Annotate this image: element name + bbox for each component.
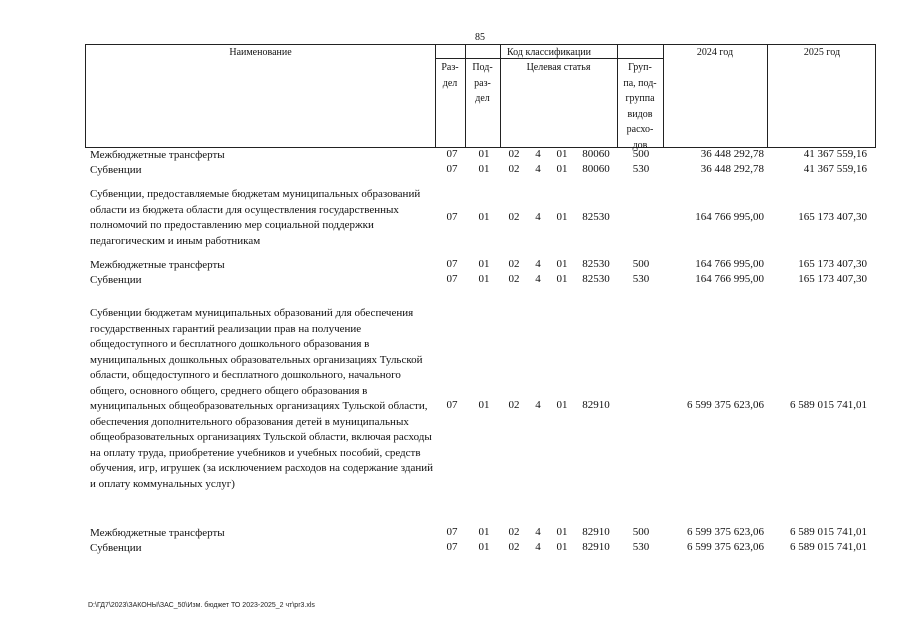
row-razdel: 07 <box>446 148 458 160</box>
file-path-footer: D:\ГД7\2023\ЗАКОНЫ\ЗАС_50\Изм. бюджет ТО 2023-2025_2 чт\pr3.xls <box>88 602 315 609</box>
row-name: Межбюджетные трансферты <box>90 149 225 161</box>
row-2024: 164 766 995,00 <box>695 273 764 285</box>
row-cs2: 4 <box>535 273 541 285</box>
page-number: 85 <box>475 32 485 43</box>
row-podrazdel: 01 <box>478 163 490 175</box>
row-cs1: 02 <box>508 541 520 553</box>
row-razdel: 07 <box>446 258 458 270</box>
row-cs3: 01 <box>556 541 568 553</box>
row-vid: 500 <box>632 526 650 538</box>
row-cs3: 01 <box>556 211 568 223</box>
row-podrazdel: 01 <box>478 541 490 553</box>
table-header <box>85 44 876 151</box>
row-vid: 530 <box>632 273 650 285</box>
row-cs1: 02 <box>508 148 520 160</box>
row-podrazdel: 01 <box>478 211 490 223</box>
row-cs2: 4 <box>535 399 541 411</box>
header-section: Раз- дел <box>441 62 459 89</box>
header-year-2025: 2025 год <box>803 47 841 58</box>
row-2024: 36 448 292,78 <box>700 163 764 175</box>
row-cs4: 82910 <box>582 541 610 553</box>
row-2025: 165 173 407,30 <box>798 211 867 223</box>
row-2024: 36 448 292,78 <box>700 148 764 160</box>
row-cs4: 82530 <box>582 211 610 223</box>
row-2025: 165 173 407,30 <box>798 273 867 285</box>
row-cs3: 01 <box>556 163 568 175</box>
row-cs4: 82530 <box>582 258 610 270</box>
row-cs1: 02 <box>508 258 520 270</box>
row-2025: 41 367 559,16 <box>803 163 867 175</box>
row-cs3: 01 <box>556 258 568 270</box>
row-name: Субвенции <box>90 164 142 176</box>
row-cs1: 02 <box>508 163 520 175</box>
row-name: Субвенции <box>90 542 142 554</box>
row-cs2: 4 <box>535 526 541 538</box>
row-cs2: 4 <box>535 211 541 223</box>
row-vid: 530 <box>632 163 650 175</box>
row-podrazdel: 01 <box>478 526 490 538</box>
header-expense-group: Груп- па, под- группа видов расхо- дов <box>623 62 657 151</box>
row-vid: 500 <box>632 258 650 270</box>
row-2025: 6 589 015 741,01 <box>790 399 867 411</box>
row-name: Межбюджетные трансферты <box>90 527 225 539</box>
header-subsection: Под- раз- дел <box>472 62 493 104</box>
row-name: Субвенции бюджетам муниципальных образований для обеспечения государственных гарантий реализации прав на получение общедоступного и бесплатного дошкольного образования в муниципальных дошкольных образовательных организациях Тульской области, общедоступного и бесплатного дошкольного, начального общего, основного общего, среднего общего образования в муниципальных общеобразовательных организациях Тульской области, обеспечения дополнительного образования детей в муниципальных общеобразовательных организациях Тульской области, включая расходы на оплату труда, приобретение учебников и учебных пособий, средств обучения, игр, игрушек (за исключением расходов на содержание зданий и оплату коммунальных услуг) <box>90 307 434 490</box>
row-cs1: 02 <box>508 211 520 223</box>
row-razdel: 07 <box>446 163 458 175</box>
row-cs4: 80060 <box>582 148 610 160</box>
row-cs2: 4 <box>535 163 541 175</box>
row-2024: 164 766 995,00 <box>695 211 764 223</box>
row-podrazdel: 01 <box>478 148 490 160</box>
row-cs1: 02 <box>508 399 520 411</box>
row-cs1: 02 <box>508 273 520 285</box>
row-cs2: 4 <box>535 541 541 553</box>
header-target-item: Целевая статья <box>526 62 591 73</box>
row-razdel: 07 <box>446 273 458 285</box>
row-cs4: 82910 <box>582 526 610 538</box>
row-cs3: 01 <box>556 399 568 411</box>
row-2024: 6 599 375 623,06 <box>687 541 764 553</box>
row-cs4: 82530 <box>582 273 610 285</box>
row-cs4: 82910 <box>582 399 610 411</box>
row-name: Субвенции, предоставляемые бюджетам муниципальных образований области из бюджета области для осуществления государственных полномочий по предоставлению мер социальной поддержки педагогическим и иным работникам <box>90 188 421 247</box>
header-name: Наименование <box>229 47 292 58</box>
row-2025: 6 589 015 741,01 <box>790 541 867 553</box>
row-2024: 6 599 375 623,06 <box>687 526 764 538</box>
row-cs2: 4 <box>535 258 541 270</box>
row-podrazdel: 01 <box>478 399 490 411</box>
row-2024: 164 766 995,00 <box>695 258 764 270</box>
row-razdel: 07 <box>446 211 458 223</box>
row-cs3: 01 <box>556 273 568 285</box>
row-cs3: 01 <box>556 526 568 538</box>
header-year-2024: 2024 год <box>696 47 734 58</box>
row-name: Субвенции <box>90 274 142 286</box>
row-cs3: 01 <box>556 148 568 160</box>
row-vid: 530 <box>632 541 650 553</box>
row-razdel: 07 <box>446 541 458 553</box>
row-cs2: 4 <box>535 148 541 160</box>
row-cs1: 02 <box>508 526 520 538</box>
row-podrazdel: 01 <box>478 258 490 270</box>
row-2025: 41 367 559,16 <box>803 148 867 160</box>
header-classification: Код классификации <box>506 47 592 58</box>
row-razdel: 07 <box>446 526 458 538</box>
row-2024: 6 599 375 623,06 <box>687 399 764 411</box>
row-2025: 165 173 407,30 <box>798 258 867 270</box>
row-2025: 6 589 015 741,01 <box>790 526 867 538</box>
row-vid: 500 <box>632 148 650 160</box>
row-name: Межбюджетные трансферты <box>90 259 225 271</box>
row-cs4: 80060 <box>582 163 610 175</box>
row-razdel: 07 <box>446 399 458 411</box>
row-podrazdel: 01 <box>478 273 490 285</box>
